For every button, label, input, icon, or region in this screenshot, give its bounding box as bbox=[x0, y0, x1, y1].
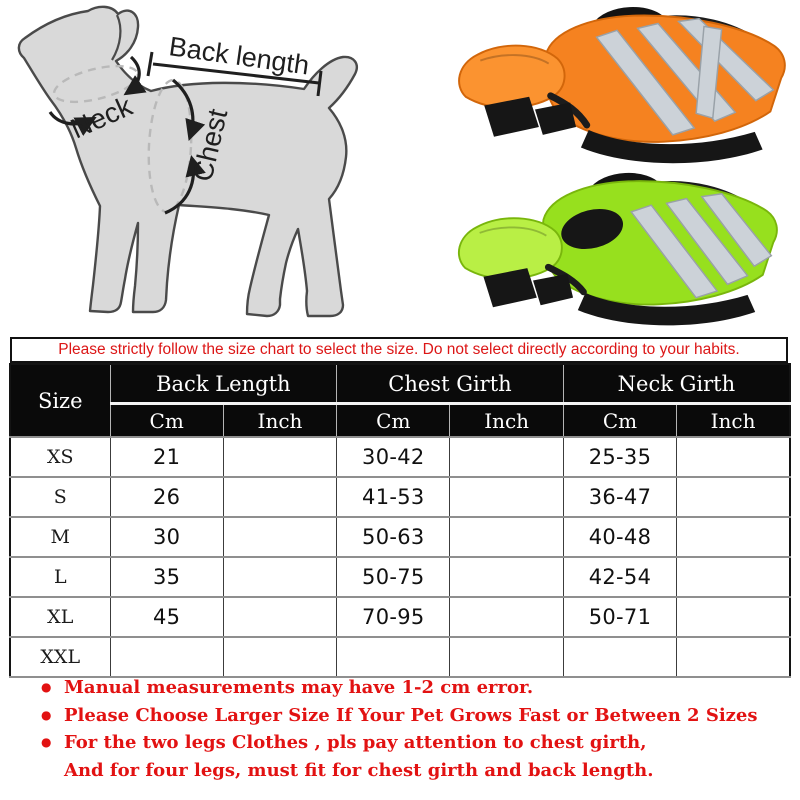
back-cm-value: 26 bbox=[110, 477, 223, 517]
neck-inch-value bbox=[677, 637, 790, 677]
column-header-back-inch: Inch bbox=[223, 404, 336, 438]
chest-cm-value: 50-75 bbox=[337, 557, 450, 597]
table-row-m bbox=[10, 517, 790, 557]
column-header-back-cm: Cm bbox=[110, 404, 223, 438]
column-header-chest-cm: Cm bbox=[337, 404, 450, 438]
green-life-jacket-photo bbox=[443, 168, 788, 332]
back-inch-value bbox=[223, 557, 336, 597]
bullet-icon: ● bbox=[41, 707, 52, 722]
size-chart-table bbox=[9, 363, 791, 678]
back-length-label: Back length bbox=[167, 31, 312, 81]
size-label: M bbox=[10, 517, 110, 557]
column-header-chest-girth: Chest Girth bbox=[337, 364, 564, 404]
bullet-icon: ● bbox=[41, 680, 52, 694]
neck-cm-value: 50-71 bbox=[563, 597, 676, 637]
column-header-neck-cm: Cm bbox=[563, 404, 676, 438]
size-label: XL bbox=[10, 597, 110, 637]
size-label: S bbox=[10, 477, 110, 517]
neck-inch-value bbox=[677, 477, 790, 517]
note-item-continuation bbox=[28, 757, 778, 785]
back-cm-value: 45 bbox=[110, 597, 223, 637]
table-row-s bbox=[10, 477, 790, 517]
table-row-xl bbox=[10, 597, 790, 637]
chest-cm-value bbox=[337, 637, 450, 677]
back-cm-value: 30 bbox=[110, 517, 223, 557]
chest-inch-value bbox=[450, 477, 563, 517]
chest-cm-value: 30-42 bbox=[337, 437, 450, 477]
chest-cm-value: 50-63 bbox=[337, 517, 450, 557]
back-cm-value: 21 bbox=[110, 437, 223, 477]
neck-cm-value: 25-35 bbox=[563, 437, 676, 477]
product-photos bbox=[443, 0, 795, 336]
back-cm-value: 35 bbox=[110, 557, 223, 597]
neck-cm-value bbox=[563, 637, 676, 677]
orange-life-jacket-photo bbox=[447, 2, 792, 170]
back-inch-value bbox=[223, 477, 336, 517]
table-row-l bbox=[10, 557, 790, 597]
size-label: XS bbox=[10, 437, 110, 477]
chest-cm-value: 41-53 bbox=[337, 477, 450, 517]
size-label: L bbox=[10, 557, 110, 597]
neck-inch-value bbox=[677, 517, 790, 557]
chest-inch-value bbox=[450, 637, 563, 677]
note-text: Please Choose Larger Size If Your Pet Grows Fast or Between 2 Sizes bbox=[64, 704, 758, 726]
jacket-buckle bbox=[533, 274, 573, 305]
column-header-neck-girth: Neck Girth bbox=[563, 364, 790, 404]
back-inch-value bbox=[223, 517, 336, 557]
size-warning-banner: Please strictly follow the size chart to select the size. Do not select directly according to your habits. bbox=[10, 337, 788, 363]
neck-inch-value bbox=[677, 437, 790, 477]
size-label: XXL bbox=[10, 637, 110, 677]
column-header-size: Size bbox=[10, 364, 110, 437]
column-header-chest-inch: Inch bbox=[450, 404, 563, 438]
chest-label: Chest bbox=[186, 106, 234, 185]
measurement-notes bbox=[28, 674, 778, 784]
note-item bbox=[28, 702, 778, 730]
column-header-back-length: Back Length bbox=[110, 364, 337, 404]
back-cm-value bbox=[110, 637, 223, 677]
back-inch-value bbox=[223, 637, 336, 677]
chest-inch-value bbox=[450, 597, 563, 637]
column-header-neck-inch: Inch bbox=[677, 404, 790, 438]
bullet-icon: ● bbox=[41, 735, 52, 749]
back-inch-value bbox=[223, 597, 336, 637]
jacket-buckle bbox=[535, 103, 576, 135]
neck-inch-value bbox=[677, 557, 790, 597]
note-text: And for four legs, must fit for chest girth and back length. bbox=[64, 759, 654, 781]
dog-measurement-diagram bbox=[0, 0, 435, 336]
neck-cm-value: 40-48 bbox=[563, 517, 676, 557]
table-row-xs bbox=[10, 437, 790, 477]
chest-inch-value bbox=[450, 437, 563, 477]
back-inch-value bbox=[223, 437, 336, 477]
neck-cm-value: 36-47 bbox=[563, 477, 676, 517]
note-item bbox=[28, 674, 778, 702]
neck-cm-value: 42-54 bbox=[563, 557, 676, 597]
neck-inch-value bbox=[677, 597, 790, 637]
chest-inch-value bbox=[450, 557, 563, 597]
table-row-xxl bbox=[10, 637, 790, 677]
chest-cm-value: 70-95 bbox=[337, 597, 450, 637]
note-item bbox=[28, 729, 778, 757]
chest-inch-value bbox=[450, 517, 563, 557]
note-text: For the two legs Clothes , pls pay attention to chest girth, bbox=[64, 732, 647, 753]
note-text: Manual measurements may have 1-2 cm error. bbox=[64, 677, 534, 698]
neck-label: Neck bbox=[65, 90, 137, 145]
